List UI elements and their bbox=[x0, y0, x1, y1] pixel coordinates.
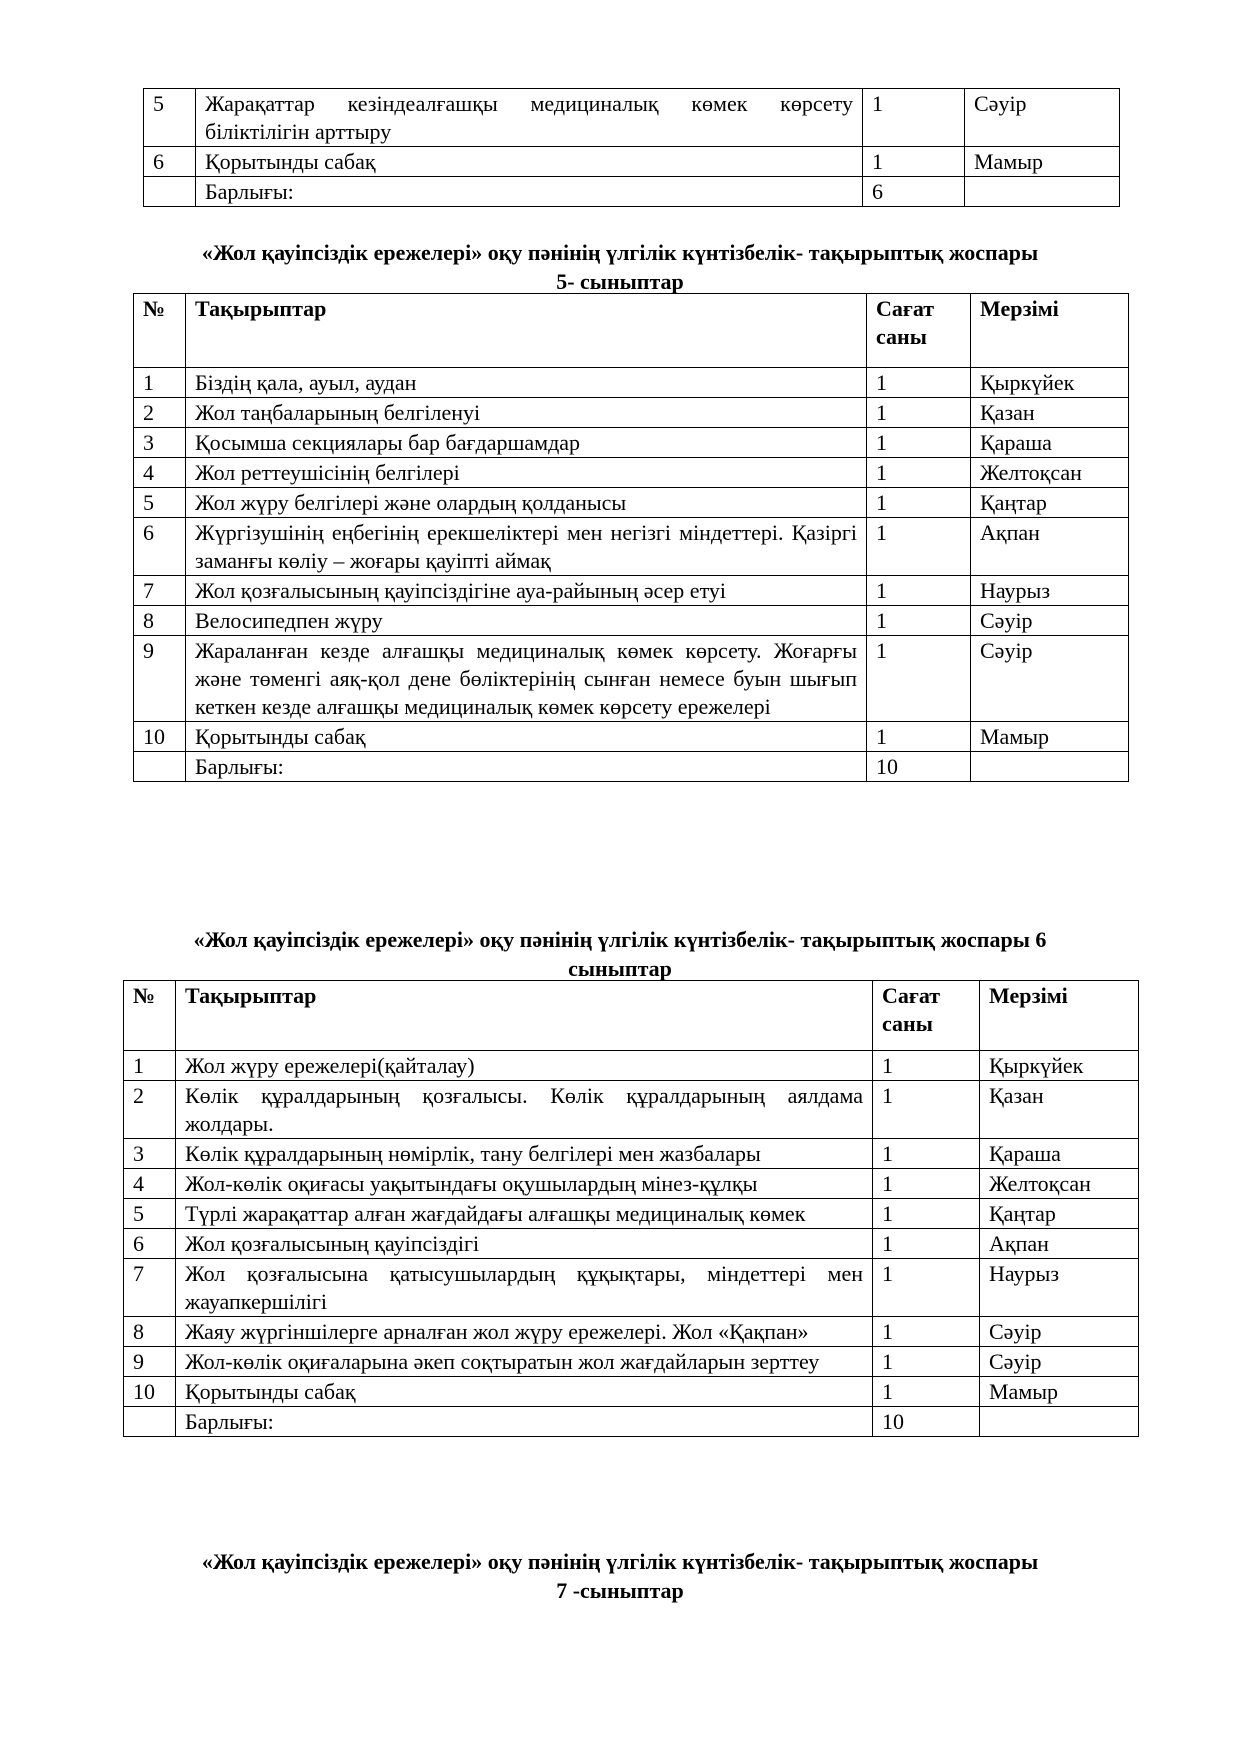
cell-num: 6 bbox=[144, 147, 196, 177]
cell-num: 9 bbox=[134, 636, 186, 722]
cell-hours: 1 bbox=[863, 147, 965, 177]
cell-term: Қаңтар bbox=[971, 488, 1129, 518]
cell-topic: Қорытынды сабақ bbox=[196, 147, 863, 177]
table-row bbox=[124, 1229, 1139, 1259]
cell-num: 2 bbox=[134, 398, 186, 428]
cell-term: Наурыз bbox=[971, 576, 1129, 606]
section-7-title-line2: 7 -сыныптар bbox=[556, 1578, 684, 1603]
cell-topic: Жаяу жүргіншілерге арналған жол жүру ережелері. Жол «Қақпан» bbox=[176, 1317, 873, 1347]
cell-hours: 1 bbox=[867, 488, 971, 518]
cell-topic: Велосипедпен жүру bbox=[186, 606, 867, 636]
cell-hours: 1 bbox=[867, 398, 971, 428]
cell-topic: Көлік құралдарының нөмірлік, тану белгілері мен жазбалары bbox=[176, 1139, 873, 1169]
table-row bbox=[134, 458, 1129, 488]
cell-hours: 1 bbox=[873, 1259, 980, 1317]
cell-topic: Барлығы: bbox=[196, 177, 863, 207]
cell-term: Мамыр bbox=[971, 722, 1129, 752]
cell-hours: 1 bbox=[873, 1229, 980, 1259]
table-row bbox=[124, 1259, 1139, 1317]
cell-topic: Жол таңбаларының белгіленуі bbox=[186, 398, 867, 428]
cell-term: Сәуір bbox=[971, 606, 1129, 636]
top-plan-table bbox=[143, 88, 1120, 207]
table-row bbox=[124, 1199, 1139, 1229]
cell-num: 10 bbox=[134, 722, 186, 752]
cell-num bbox=[134, 752, 186, 782]
header-row bbox=[134, 294, 1129, 368]
cell-num: 7 bbox=[124, 1259, 176, 1317]
table-row bbox=[144, 89, 1120, 147]
cell-term: Қыркүйек bbox=[980, 1051, 1139, 1081]
table-row bbox=[134, 722, 1129, 752]
cell-num: 9 bbox=[124, 1347, 176, 1377]
top-plan-body bbox=[144, 89, 1120, 207]
cell-hours: 1 bbox=[873, 1169, 980, 1199]
cell-term: Желтоқсан bbox=[971, 458, 1129, 488]
table-row bbox=[134, 368, 1129, 398]
section-5-plan-body bbox=[134, 368, 1129, 782]
cell-hours: 1 bbox=[873, 1199, 980, 1229]
cell-topic: Қорытынды сабақ bbox=[176, 1377, 873, 1407]
table-row bbox=[134, 518, 1129, 576]
table-row bbox=[134, 576, 1129, 606]
table-row bbox=[144, 147, 1120, 177]
header-topic: Тақырыптар bbox=[186, 294, 867, 368]
cell-num: 5 bbox=[124, 1199, 176, 1229]
cell-term: Желтоқсан bbox=[980, 1169, 1139, 1199]
cell-num: 4 bbox=[124, 1169, 176, 1199]
cell-hours: 1 bbox=[867, 428, 971, 458]
cell-num: 4 bbox=[134, 458, 186, 488]
header-term: Мерзімі bbox=[980, 981, 1139, 1051]
cell-hours: 1 bbox=[867, 576, 971, 606]
cell-hours: 10 bbox=[873, 1407, 980, 1437]
header-hours: Сағат саны bbox=[873, 981, 980, 1051]
cell-num: 3 bbox=[134, 428, 186, 458]
cell-term: Сәуір bbox=[980, 1317, 1139, 1347]
table-row bbox=[134, 606, 1129, 636]
cell-term: Сәуір bbox=[965, 89, 1120, 147]
cell-num: 1 bbox=[124, 1051, 176, 1081]
cell-hours: 1 bbox=[873, 1377, 980, 1407]
cell-num: 3 bbox=[124, 1139, 176, 1169]
cell-hours: 1 bbox=[873, 1347, 980, 1377]
cell-num: 5 bbox=[134, 488, 186, 518]
cell-hours: 1 bbox=[873, 1317, 980, 1347]
cell-num: 8 bbox=[124, 1317, 176, 1347]
cell-hours: 1 bbox=[867, 606, 971, 636]
cell-hours: 1 bbox=[867, 518, 971, 576]
table-row bbox=[124, 1169, 1139, 1199]
cell-num: 10 bbox=[124, 1377, 176, 1407]
cell-term: Ақпан bbox=[971, 518, 1129, 576]
cell-num: 7 bbox=[134, 576, 186, 606]
table-row bbox=[124, 1081, 1139, 1139]
section-6-plan-body bbox=[124, 1051, 1139, 1437]
total-row bbox=[124, 1407, 1139, 1437]
cell-num bbox=[144, 177, 196, 207]
cell-term: Наурыз bbox=[980, 1259, 1139, 1317]
cell-term: Қаңтар bbox=[980, 1199, 1139, 1229]
cell-topic: Қосымша секциялары бар бағдаршамдар bbox=[186, 428, 867, 458]
section-6-title-line2: сыныптар bbox=[568, 956, 672, 981]
cell-term bbox=[965, 177, 1120, 207]
cell-term: Қыркүйек bbox=[971, 368, 1129, 398]
cell-term: Мамыр bbox=[980, 1377, 1139, 1407]
table-row bbox=[124, 1139, 1139, 1169]
section-5-plan-table bbox=[133, 293, 1129, 782]
header-num: № bbox=[134, 294, 186, 368]
header-topic: Тақырыптар bbox=[176, 981, 873, 1051]
cell-hours: 1 bbox=[863, 89, 965, 147]
cell-num: 1 bbox=[134, 368, 186, 398]
section-7-title-line1: «Жол қауіпсіздік ережелері» оқу пәнінің үлгілік күнтізбелік- тақырыптық жоспары bbox=[201, 1549, 1039, 1574]
cell-hours: 1 bbox=[873, 1139, 980, 1169]
cell-topic: Жол-көлік оқиғаларына әкеп соқтыратын жол жағдайларын зерттеу bbox=[176, 1347, 873, 1377]
table-row bbox=[124, 1347, 1139, 1377]
header-term: Мерзімі bbox=[971, 294, 1129, 368]
cell-num: 8 bbox=[134, 606, 186, 636]
total-row bbox=[134, 752, 1129, 782]
cell-topic: Көлік құралдарының қозғалысы. Көлік құралдарының аялдама жолдары. bbox=[176, 1081, 873, 1139]
cell-term: Қазан bbox=[980, 1081, 1139, 1139]
cell-topic: Барлығы: bbox=[176, 1407, 873, 1437]
table-row bbox=[134, 488, 1129, 518]
cell-topic: Жол қозғалысының қауіпсіздігі bbox=[176, 1229, 873, 1259]
cell-num: 6 bbox=[124, 1229, 176, 1259]
cell-hours: 1 bbox=[867, 368, 971, 398]
header-num: № bbox=[124, 981, 176, 1051]
cell-num: 2 bbox=[124, 1081, 176, 1139]
cell-topic: Жол жүру ережелері(қайталау) bbox=[176, 1051, 873, 1081]
cell-term: Мамыр bbox=[965, 147, 1120, 177]
section-6-plan-table bbox=[123, 980, 1139, 1437]
table-row bbox=[134, 398, 1129, 428]
section-6-title bbox=[120, 925, 1120, 983]
cell-hours: 1 bbox=[867, 458, 971, 488]
cell-topic: Жүргізушінің еңбегінің ерекшеліктері мен негізгі міндеттері. Қазіргі заманғы көліу – жоғары қауіпті аймақ bbox=[186, 518, 867, 576]
cell-topic: Жол қозғалысының қауіпсіздігіне ауа-райының әсер етуі bbox=[186, 576, 867, 606]
cell-hours: 1 bbox=[867, 636, 971, 722]
cell-topic: Жол қозғалысына қатысушылардың құқықтары, міндеттері мен жауапкершілігі bbox=[176, 1259, 873, 1317]
total-row bbox=[144, 177, 1120, 207]
section-5-title bbox=[120, 238, 1120, 296]
section-6-title-line1: «Жол қауіпсіздік ережелері» оқу пәнінің үлгілік күнтізбелік- тақырыптық жоспары 6 bbox=[193, 927, 1047, 952]
table-row bbox=[134, 636, 1129, 722]
cell-num bbox=[124, 1407, 176, 1437]
header-row bbox=[124, 981, 1139, 1051]
section-7-title bbox=[120, 1547, 1120, 1605]
cell-topic: Жол реттеушісінің белгілері bbox=[186, 458, 867, 488]
cell-term: Сәуір bbox=[971, 636, 1129, 722]
cell-term: Қараша bbox=[971, 428, 1129, 458]
cell-topic: Біздің қала, ауыл, аудан bbox=[186, 368, 867, 398]
cell-topic: Жол-көлік оқиғасы уақытындағы оқушылардың мінез-құлқы bbox=[176, 1169, 873, 1199]
cell-hours: 6 bbox=[863, 177, 965, 207]
cell-term: Сәуір bbox=[980, 1347, 1139, 1377]
section-5-title-line1: «Жол қауіпсіздік ережелері» оқу пәнінің үлгілік күнтізбелік- тақырыптық жоспары bbox=[201, 240, 1039, 265]
cell-hours: 1 bbox=[873, 1051, 980, 1081]
cell-hours: 10 bbox=[867, 752, 971, 782]
cell-term: Қараша bbox=[980, 1139, 1139, 1169]
cell-topic: Жол жүру белгілері және олардың қолданысы bbox=[186, 488, 867, 518]
cell-hours: 1 bbox=[867, 722, 971, 752]
cell-num: 6 bbox=[134, 518, 186, 576]
cell-num: 5 bbox=[144, 89, 196, 147]
cell-term: Қазан bbox=[971, 398, 1129, 428]
header-hours: Сағат саны bbox=[867, 294, 971, 368]
cell-topic: Барлығы: bbox=[186, 752, 867, 782]
table-row bbox=[124, 1377, 1139, 1407]
table-row bbox=[124, 1051, 1139, 1081]
cell-term bbox=[980, 1407, 1139, 1437]
table-row bbox=[124, 1317, 1139, 1347]
cell-hours: 1 bbox=[873, 1081, 980, 1139]
cell-term: Ақпан bbox=[980, 1229, 1139, 1259]
table-row bbox=[134, 428, 1129, 458]
cell-topic: Қорытынды сабақ bbox=[186, 722, 867, 752]
cell-topic: Түрлі жарақаттар алған жағдайдағы алғашқы медициналық көмек bbox=[176, 1199, 873, 1229]
cell-topic: Жараланған кезде алғашқы медициналық көмек көрсету. Жоғарғы және төменгі аяқ-қол дене бөліктерінің сынған немесе буын шығып кеткен кезде алғашқы медициналық көмек көрсету ережелері bbox=[186, 636, 867, 722]
cell-topic: Жарақаттар кезіндеалғашқы медициналық көмек көрсету біліктілігін арттыру bbox=[196, 89, 863, 147]
cell-term bbox=[971, 752, 1129, 782]
section-5-title-line2: 5- сыныптар bbox=[556, 269, 684, 294]
